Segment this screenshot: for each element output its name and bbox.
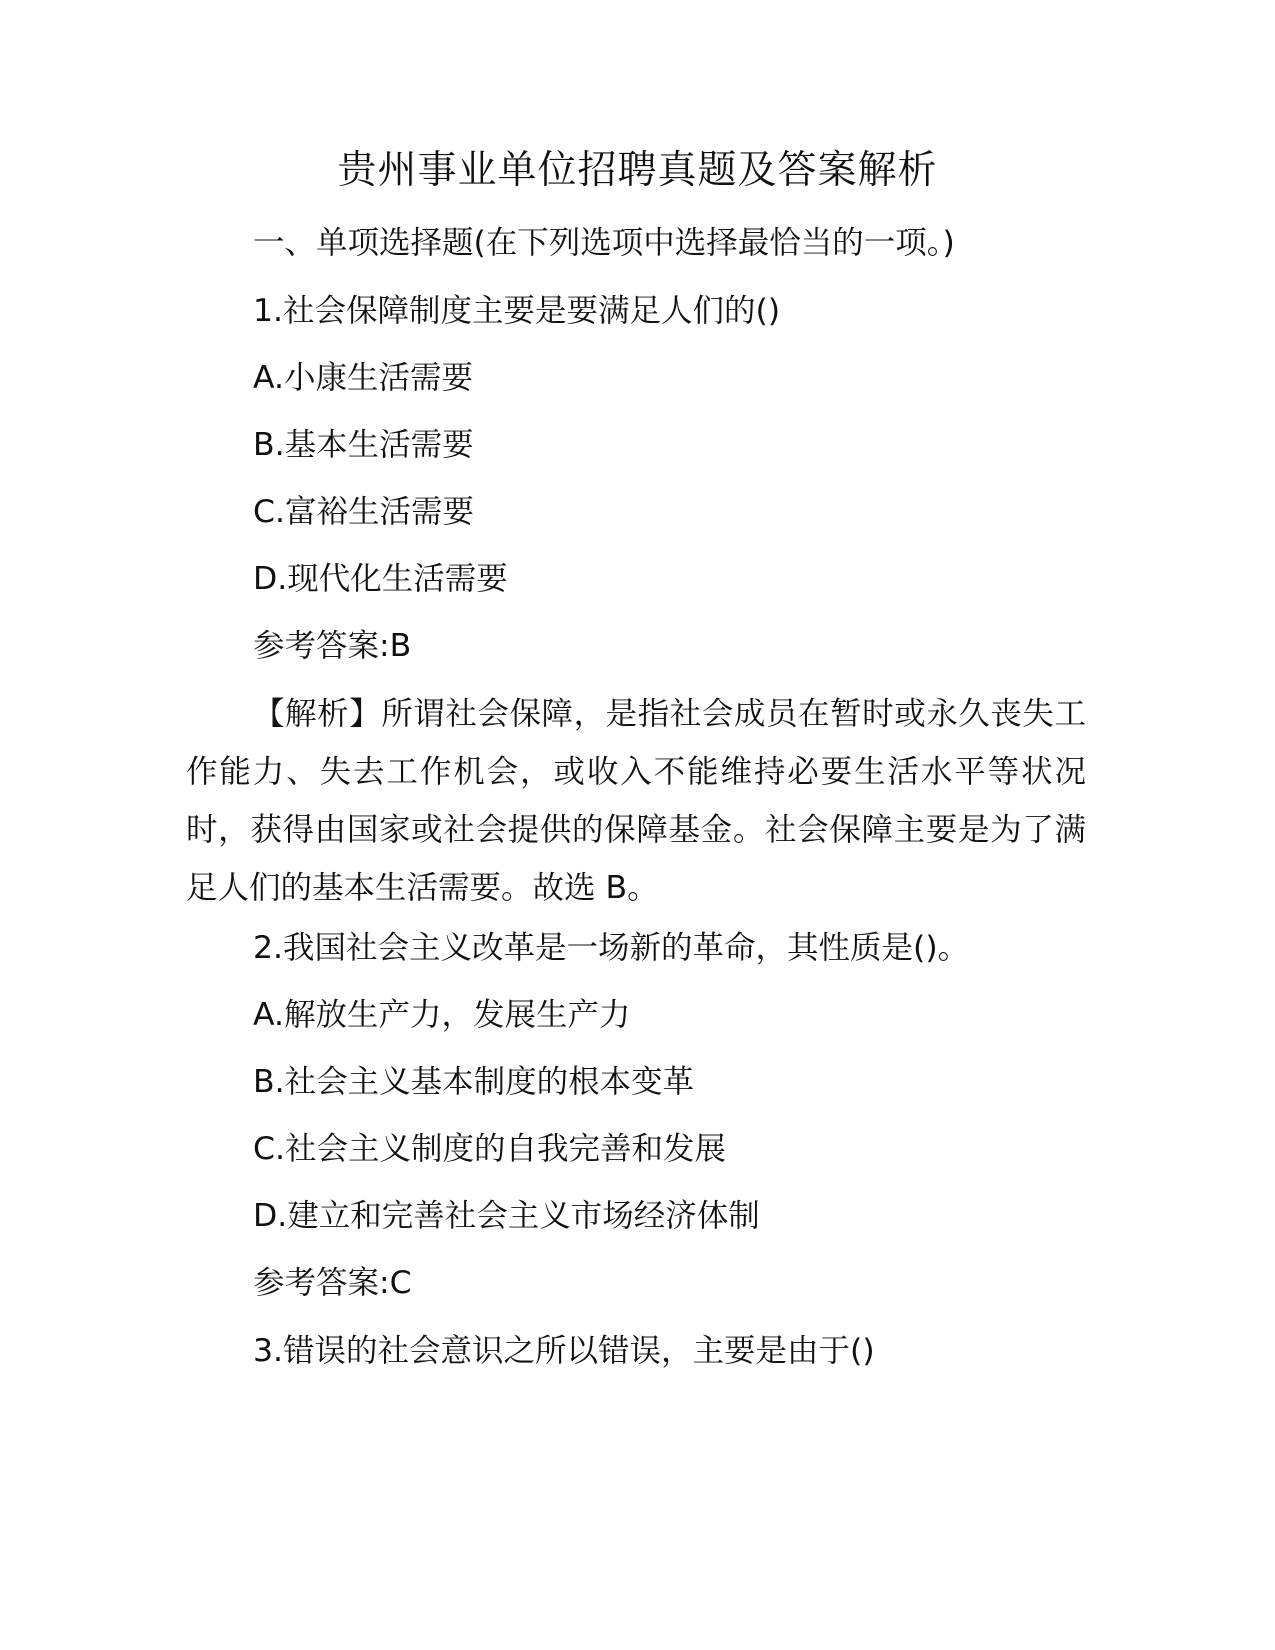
question-1-stem: 1.社会保障制度主要是要满足人们的() (253, 293, 781, 329)
question-1-option-a: A.小康生活需要 (253, 360, 474, 396)
question-1-option-b: B.基本生活需要 (253, 427, 474, 463)
question-1-answer: 参考答案:B (253, 628, 412, 664)
question-2-option-a: A.解放生产力，发展生产力 (253, 997, 631, 1033)
question-3-stem: 3.错误的社会意识之所以错误，主要是由于() (253, 1333, 875, 1369)
question-2-stem: 2.我国社会主义改革是一场新的革命，其性质是()。 (253, 930, 970, 966)
question-2-option-b: B.社会主义基本制度的根本变革 (253, 1064, 695, 1100)
question-2-option-c: C.社会主义制度的自我完善和发展 (253, 1131, 727, 1167)
document-title: 贵州事业单位招聘真题及答案解析 (337, 148, 938, 193)
question-2-option-d: D.建立和完善社会主义市场经济体制 (253, 1198, 760, 1234)
question-1-option-d: D.现代化生活需要 (253, 561, 508, 597)
question-2-answer: 参考答案:C (253, 1265, 412, 1301)
section-heading: 一、单项选择题(在下列选项中选择最恰当的一项。) (253, 225, 955, 261)
question-1-analysis: 【解析】所谓社会保障，是指社会成员在暂时或永久丧失工作能力、失去工作机会，或收入不能维持必要生活水平等状况时，获得由国家或社会提供的保障基金。社会保障主要是为了满足人们的基本生活需要。故选 B。 (186, 696, 1086, 906)
question-1-option-c: C.富裕生活需要 (253, 494, 475, 530)
